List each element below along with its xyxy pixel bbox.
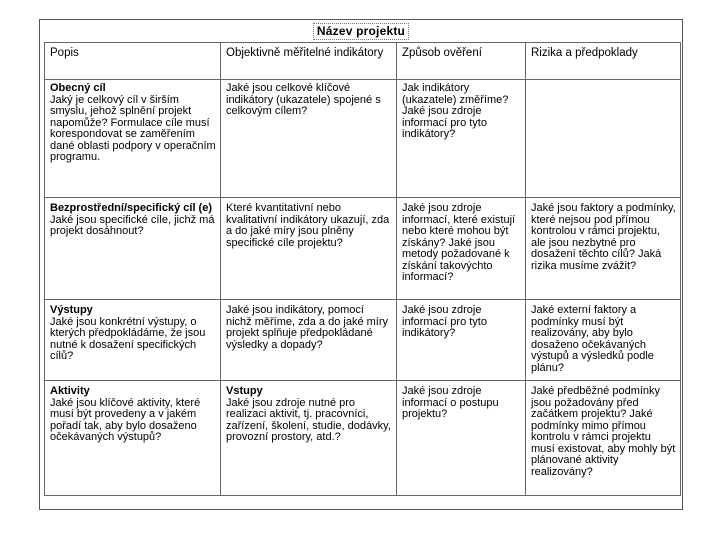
cell-text: Jaké jsou specifické cíle, jichž má projekt dosáhnout? [50,213,215,237]
header-cell: Způsob ověření [397,43,526,80]
table-cell [397,381,526,496]
header-row [45,43,681,80]
table-row [45,300,681,381]
cell-text: Jaké jsou zdroje informací, které existují nebo které mohou být získány? Jaké jsou metody požadované k získání takovýchto informací? [402,202,516,283]
table-cell [45,381,221,496]
table-cell [221,300,397,381]
header-cell: Objektivně měřitelné indikátory [221,43,397,80]
table-cell [45,80,221,198]
table-cell [526,80,681,198]
cell-text: Jaké jsou faktory a podmínky, které nejsou pod přímou kontrolou v rámci projektu, ale jsou nezbytné pro dosažení těchto cílů? Jaká rizika musíme zvážit? [531,202,676,272]
table-cell [221,80,397,198]
row-heading: Obecný cíl [50,82,106,94]
row-heading: Bezprostřední/specifický cíl (e) [50,202,212,214]
cell-text: Jaké předběžné podmínky jsou požadovány před začátkem projektu? Jaké podmínky mimo přímou kontrolu v rámci projektu musí existovat, aby mohly být plánované aktivity realizovány? [531,385,676,478]
table-cell [45,198,221,300]
header-cell: Popis [45,43,221,80]
logframe-table [44,42,681,496]
table-cell [526,381,681,496]
cell-text: Jaké jsou zdroje nutné pro realizaci aktivit, tj. pracovníci, zařízení, školení, studie, dodávky, provozní prostory, atd.? [226,396,391,443]
table-row [45,381,681,496]
cell-text: Jaké jsou celkové klíčové indikátory (ukazatele) spojené s celkovým cílem? [226,82,381,117]
cell-text: Jaké jsou zdroje informací o postupu projektu? [402,385,499,420]
table-cell [397,300,526,381]
cell-text: Jaké jsou indikátory, pomocí nichž měříme, zda a do jaké míry projekt splňuje předpokládané výsledky a dopady? [226,304,389,351]
cell-text: Jak indikátory (ukazatele) změříme? Jaké jsou zdroje informací pro tyto indikátory? [402,82,509,140]
cell-text: Jaké externí faktory a podmínky musí být realizovány, aby bylo dosaženo očekávaných výstupů a výsledků podle plánu? [531,304,654,374]
page-title [39,21,683,42]
table-cell [397,198,526,300]
cell-text: Jaké jsou konkrétní výstupy, o kterých předpokládáme, že jsou nutné k dosažení specifických cílů? [50,315,206,362]
cell-text: Které kvantitativní nebo kvalitativní indikátory ukazují, zda a do jaké míry jsou plněny specifické cíle projektu? [226,202,390,249]
cell-text: Jaké jsou zdroje informací pro tyto indikátory? [402,304,487,339]
row-heading: Výstupy [50,304,93,316]
table-cell [397,80,526,198]
table-cell [221,198,397,300]
cell-text: Jaké jsou klíčové aktivity, které musí být provedeny a v jakém pořadí tak, aby bylo dosaženo očekávaných výstupů? [50,396,201,443]
header-cell: Rizika a předpoklady [526,43,681,80]
table-row [45,80,681,198]
table-cell [526,198,681,300]
table-cell [526,300,681,381]
cell-text: Jaký je celkový cíl v širším smyslu, jehož splnění projekt napomůže? Formulace cíle musí korespondovat se zaměřením dané oblasti podpory v operačním programu. [50,93,216,163]
title-text: Název projektu [313,23,409,40]
row-heading: Aktivity [50,385,90,397]
table-row [45,198,681,300]
table-cell [221,381,397,496]
table-cell [45,300,221,381]
row-heading: Vstupy [226,385,263,397]
